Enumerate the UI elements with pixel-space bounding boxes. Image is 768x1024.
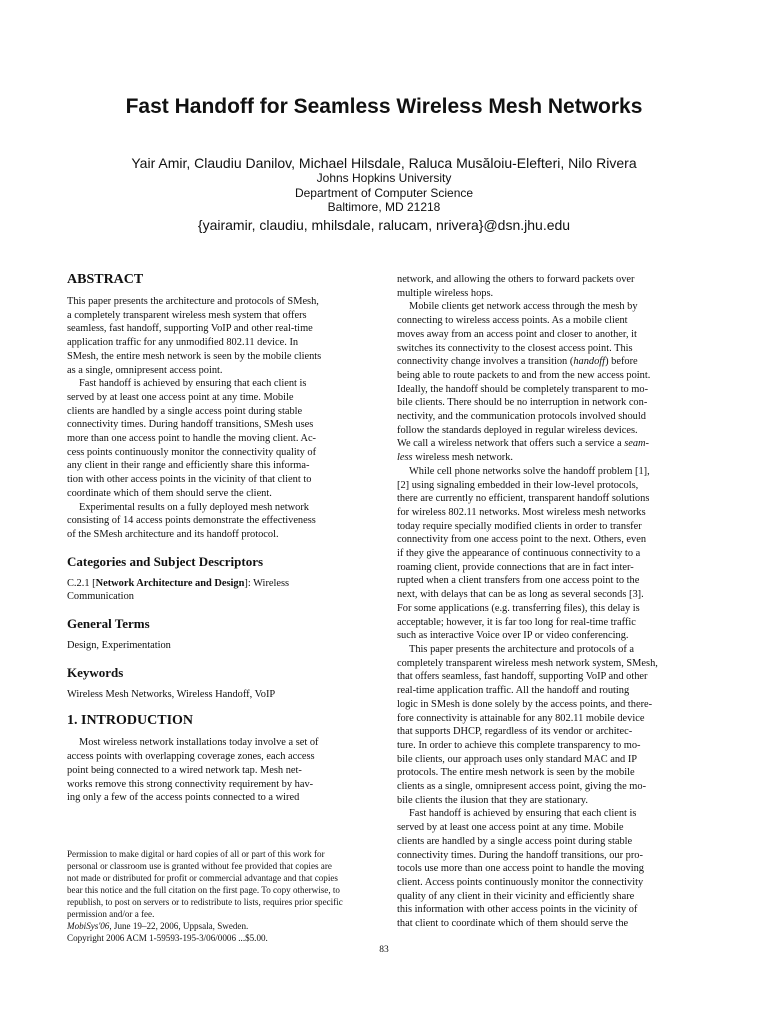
text-line: Permission to make digital or hard copies of all or part of this work for — [67, 849, 325, 859]
text-line: connecting to wireless access points. As a mobile client — [397, 315, 628, 327]
text-line: nectivity, and the communication protocols involved should — [397, 411, 646, 423]
text-line: rupted when a client transfers from one access point to the — [397, 575, 640, 587]
text-line: consisting of 14 access points demonstrate the effectiveness — [67, 515, 316, 527]
abstract-paragraph-2 — [67, 377, 369, 500]
text-line: cess points continuously monitor the connectivity quality of — [67, 446, 317, 458]
text-line: personal or classroom use is granted without fee provided that copies are — [67, 861, 332, 871]
text-line: bile clients, our approach uses only standard MAC and IP — [397, 753, 638, 765]
paper-title: Fast Handoff for Seamless Wireless Mesh Networks — [125, 95, 643, 118]
text-line: next, with delays that can be as long as several seconds [3]. — [397, 589, 644, 601]
text-line: Fast handoff is achieved by ensuring that each client is — [409, 808, 637, 820]
text-line: tocols use more than one access point to handle the moving — [397, 863, 645, 875]
abstract-paragraph-1 — [67, 295, 369, 377]
text-line: of the SMesh architecture and its handoff protocol. — [67, 528, 279, 540]
venue-name: MobiSys'06, — [67, 921, 112, 931]
right-paragraph-1 — [397, 273, 701, 300]
text-line: Experimental results on a fully deployed mesh network — [79, 501, 309, 513]
text-line: Ideally, the handoff should be completely transparent to mo- — [397, 383, 649, 395]
text-line: clients are handled by a single access point during stable — [67, 405, 303, 417]
venue-details: June 19–22, 2006, Uppsala, Sweden. — [111, 921, 249, 931]
affiliation-line: Department of Computer Science — [294, 185, 474, 200]
permission-notice — [67, 848, 369, 944]
keywords-text: Wireless Mesh Networks, Wireless Handoff, VoIP — [67, 688, 276, 700]
text-line — [67, 577, 369, 591]
text-line: Mobile clients get network access through the mesh by — [409, 301, 638, 313]
text-line: being able to route packets to and from the new access point. — [397, 369, 651, 381]
text-span: ) before — [605, 356, 638, 368]
abstract-paragraph-3 — [67, 501, 369, 542]
intro-paragraph — [67, 736, 369, 805]
affiliation — [0, 171, 768, 215]
text-line: follow the standards deployed in regular wireless devices. — [397, 424, 638, 436]
text-line: client. Access points continuously monitor the connectivity — [397, 876, 644, 888]
text-line: served by at least one access point at any time. Mobile — [397, 822, 624, 834]
category-sub: ]: Wireless — [244, 577, 290, 589]
text-line — [397, 437, 701, 451]
text-line: quality of any client in their vicinity and efficiently share — [397, 890, 635, 902]
text-line: this information with other access points in the vicinity of — [397, 904, 638, 916]
categories-heading: Categories and Subject Descriptors — [67, 553, 264, 569]
emphasis-seamless: less — [397, 452, 413, 464]
text-line: works remove this strong connectivity requirement by hav- — [67, 778, 314, 790]
text-line: clients are handled by a single access point during stable — [397, 835, 633, 847]
right-paragraph-2 — [397, 300, 701, 464]
affiliation-line: Baltimore, MD 21218 — [327, 200, 441, 214]
text-line: ing only a few of the access points connected to a wired — [67, 792, 300, 804]
text-line: clients as a single, omnipresent access point, giving the mo- — [397, 781, 647, 793]
text-line: such as interactive Voice over IP or video conferencing. — [397, 630, 629, 642]
abstract-heading: ABSTRACT — [67, 272, 144, 287]
right-paragraph-4 — [397, 643, 701, 807]
text-line: for wireless 802.11 networks. Most wireless mesh networks — [397, 506, 646, 518]
general-terms-text: Design, Experimentation — [67, 640, 171, 652]
text-line: coordinate which of them should serve the client. — [67, 487, 272, 499]
text-line: connectivity times. During the handoff transitions, our pro- — [397, 849, 643, 861]
page-number: 83 — [379, 945, 389, 955]
text-line: switches its connectivity to the closest access point. This — [397, 342, 633, 354]
author-emails: {yairamir, claudiu, mhilsdale, ralucam, nrivera}@dsn.jhu.edu — [197, 217, 571, 233]
text-line: today require specially modified clients in order to transfer — [397, 520, 642, 532]
text-line: network, and allowing the others to forward packets over — [397, 274, 635, 285]
category-code: C.2.1 [ — [67, 577, 96, 589]
text-line: application traffic for any unmodified 802.11 device. In — [67, 337, 299, 349]
text-line: connectivity times. During handoff transitions, SMesh uses — [67, 419, 314, 431]
text-line: For some applications (e.g. transferring files), this delay is — [397, 602, 640, 614]
keywords-heading: Keywords — [67, 664, 124, 680]
general-terms-heading: General Terms — [67, 616, 150, 632]
category-name: Network Architecture and Design — [95, 577, 245, 589]
text-line: more than one access point to handle the moving client. Ac- — [67, 433, 317, 445]
affiliation-line: Johns Hopkins University — [316, 171, 452, 185]
text-line: multiple wireless hops. — [397, 287, 494, 299]
text-line: completely transparent wireless mesh network system, SMesh, — [397, 657, 658, 669]
text-line: SMesh, the entire mesh network is seen by the mobile clients — [67, 350, 322, 362]
text-line: roaming client, provide connections that are in fact inter- — [397, 561, 634, 573]
text-span: wireless mesh network. — [412, 452, 514, 464]
author-list: Yair Amir, Claudiu Danilov, Michael Hilsdale, Raluca Musăloiu-Elefteri, Nilo Rivera — [131, 155, 637, 171]
text-line: [2] using signaling embedded in their low-level protocols, — [397, 479, 639, 491]
text-line: if they give the appearance of continuous connectivity to a — [397, 548, 641, 560]
text-line — [397, 451, 701, 465]
text-line: a completely transparent wireless mesh system that offers — [67, 309, 307, 321]
text-line: This paper presents the architecture and protocols of a — [409, 643, 635, 655]
text-line: fore connectivity is attainable for any 802.11 mobile device — [397, 712, 645, 724]
text-line: point being connected to a wired network tap. Mesh net- — [67, 764, 302, 776]
text-line: logic in SMesh is done solely by the access points, and there- — [397, 698, 653, 710]
text-line: bile clients the ilusion that they are stationary. — [397, 794, 588, 806]
text-line: Fast handoff is achieved by ensuring that each client is — [79, 378, 307, 390]
text-line: moves away from an access point and closer to another, it — [397, 328, 637, 340]
text-line: seamless, fast handoff, supporting VoIP and other real-time — [67, 323, 313, 335]
emphasis-handoff: handoff — [573, 356, 606, 368]
text-line: real-time application traffic. All the handoff and routing — [397, 685, 630, 697]
text-line: acceptable; however, it is far too long for real-time traffic — [397, 616, 636, 628]
text-line: that offers seamless, fast handoff, supporting VoIP and other — [397, 671, 648, 683]
text-line — [67, 920, 369, 932]
text-span: We call a wireless network that offers such a service a — [397, 438, 625, 450]
text-line: Most wireless network installations today involve a set of — [79, 737, 319, 749]
left-column — [67, 271, 369, 805]
emphasis-seamless: seam- — [624, 438, 650, 450]
text-line: there are currently no efficient, transparent handoff solutions — [397, 493, 650, 505]
text-line: protocols. The entire mesh network is seen by the mobile — [397, 767, 635, 779]
text-line: that supports DHCP, regardless of its vendor or architec- — [397, 726, 633, 738]
text-line: ture. In order to achieve this complete transparency to mo- — [397, 739, 641, 751]
intro-heading: 1. INTRODUCTION — [67, 713, 194, 729]
text-line: as a single, omnipresent access point. — [67, 364, 223, 376]
text-line: tion with other access points in the vicinity of that client to — [67, 474, 312, 486]
text-line: This paper presents the architecture and protocols of SMesh, — [67, 296, 319, 307]
text-line: While cell phone networks solve the handoff problem [1], — [409, 465, 650, 477]
copyright-line: Copyright 2006 ACM 1-59593-195-3/06/0006 ...$5.00. — [67, 933, 268, 943]
text-line: bear this notice and the full citation on the first page. To copy otherwise, to — [67, 885, 340, 895]
right-paragraph-5 — [397, 807, 701, 930]
right-column — [397, 273, 701, 931]
text-line — [397, 355, 701, 369]
text-line: served by at least one access point at any time. Mobile — [67, 391, 294, 403]
text-line: access points with overlapping coverage zones, each access — [67, 751, 315, 763]
text-line: Communication — [67, 591, 134, 603]
right-paragraph-3 — [397, 465, 701, 643]
categories-text — [67, 577, 369, 604]
text-span: connectivity change involves a transition ( — [397, 356, 574, 368]
text-line: any client in their range and efficiently share this informa- — [67, 460, 310, 472]
text-line: permission and/or a fee. — [67, 909, 155, 919]
text-line: that client to coordinate which of them should serve the — [397, 918, 629, 930]
text-line: bile clients. There should be no interruption in network con- — [397, 397, 648, 409]
text-line: not made or distributed for profit or commercial advantage and that copies — [67, 873, 338, 883]
text-line: connectivity from one access point to the next. Others, even — [397, 534, 647, 546]
text-line: republish, to post on servers or to redistribute to lists, requires prior specific — [67, 897, 343, 907]
